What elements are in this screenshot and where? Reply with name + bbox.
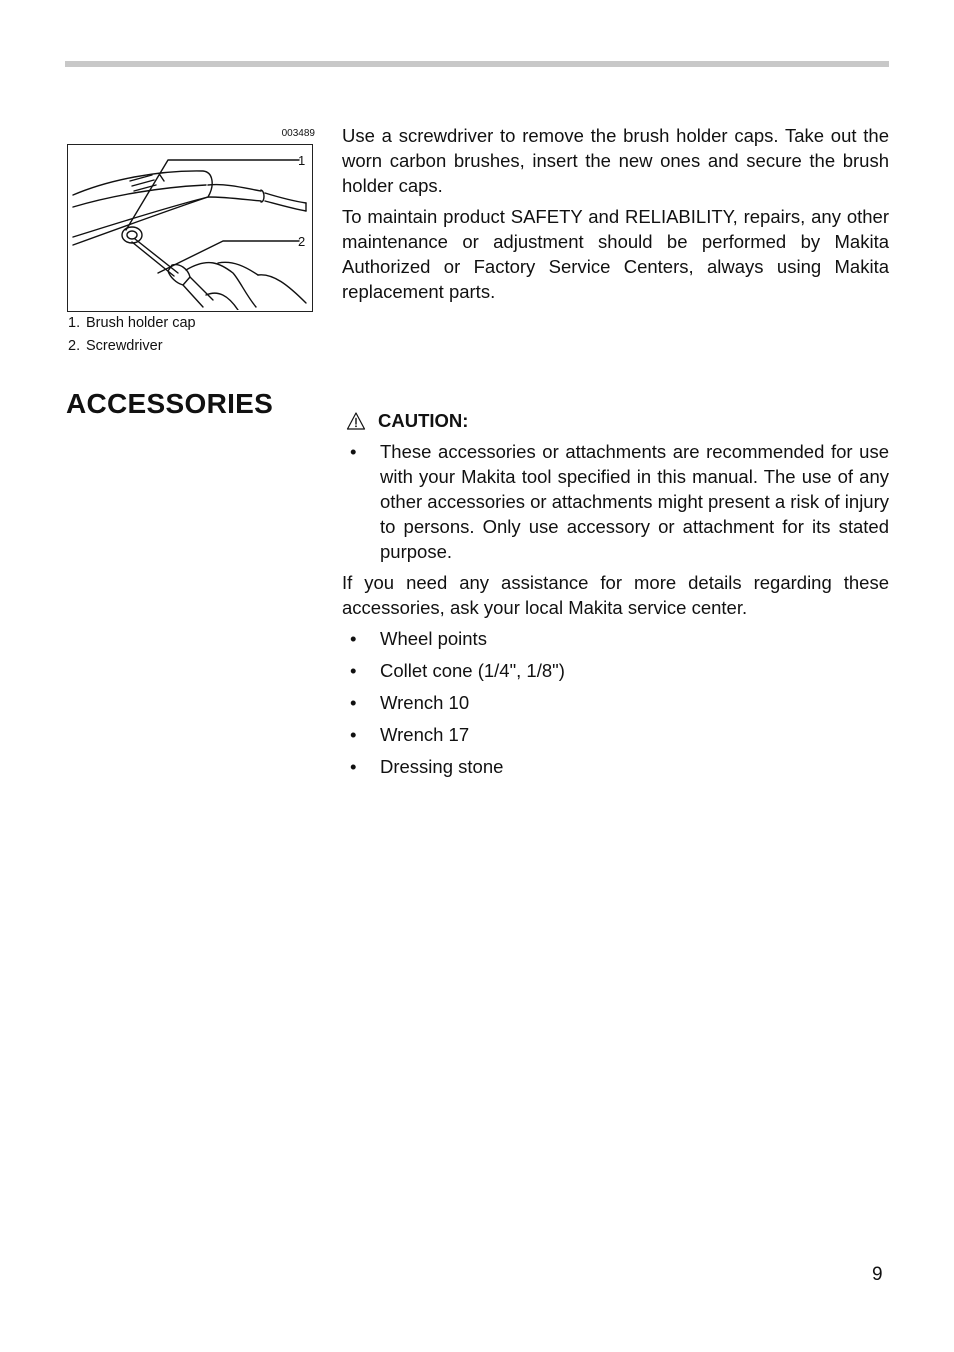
list-item: [342, 626, 889, 658]
bullet: •: [350, 756, 357, 777]
legend-number: 1.: [68, 315, 81, 331]
list-item: [342, 658, 889, 690]
list-item: [342, 754, 889, 786]
legend-label: Screwdriver: [86, 338, 163, 354]
accessories-list: [342, 626, 889, 786]
caution-item-text: These accessories or attachments are recommended for use with your Makita tool specified in this manual. The use of any other accessories or attachments might present a risk of injury to persons. Only use accessory or attachment for its stated purpose.: [380, 441, 889, 562]
bullet: •: [350, 628, 357, 649]
bullet: •: [350, 660, 357, 681]
figure-legend-item: [68, 338, 163, 354]
list-item: [342, 690, 889, 722]
paragraph: To maintain product SAFETY and RELIABILITY, repairs, any other maintenance or adjustment should be performed by Makita Authorized or Factory Service Centers, always using Makita replacement parts.: [342, 206, 889, 302]
legend-label: Brush holder cap: [86, 315, 196, 331]
caution-text: CAUTION:: [378, 410, 469, 431]
callout-1: 1: [298, 153, 306, 168]
caution-list: [342, 439, 889, 564]
list-item: [342, 439, 889, 564]
list-item: [342, 722, 889, 754]
assistance-paragraph: [342, 570, 889, 620]
brush-replacement-figure: [67, 144, 313, 312]
paragraph: If you need any assistance for more details regarding these accessories, ask your local Makita service center.: [342, 572, 889, 618]
bullet: •: [350, 692, 357, 713]
tool-illustration: [68, 145, 311, 310]
bullet: •: [350, 724, 357, 745]
warning-triangle-icon: [346, 411, 366, 431]
brush-instructions: [342, 123, 889, 304]
accessory-item: Dressing stone: [380, 756, 504, 777]
figure-code: 003489: [281, 128, 315, 139]
figure-legend-item: [68, 315, 196, 331]
page-number: 9: [872, 1264, 883, 1285]
legend-number: 2.: [68, 338, 81, 354]
section-heading: ACCESSORIES: [66, 388, 274, 419]
caution-label: [346, 410, 468, 432]
accessory-item: Wrench 17: [380, 724, 470, 745]
accessory-item: Wrench 10: [380, 692, 470, 713]
bullet: •: [350, 441, 357, 462]
callout-2: 2: [298, 234, 306, 249]
paragraph: Use a screwdriver to remove the brush holder caps. Take out the worn carbon brushes, insert the new ones and secure the brush holder caps.: [342, 125, 889, 196]
accessory-item: Wheel points: [380, 628, 487, 649]
accessory-item: Collet cone (1/4", 1/8"): [380, 660, 565, 681]
header-rule: [65, 61, 889, 67]
